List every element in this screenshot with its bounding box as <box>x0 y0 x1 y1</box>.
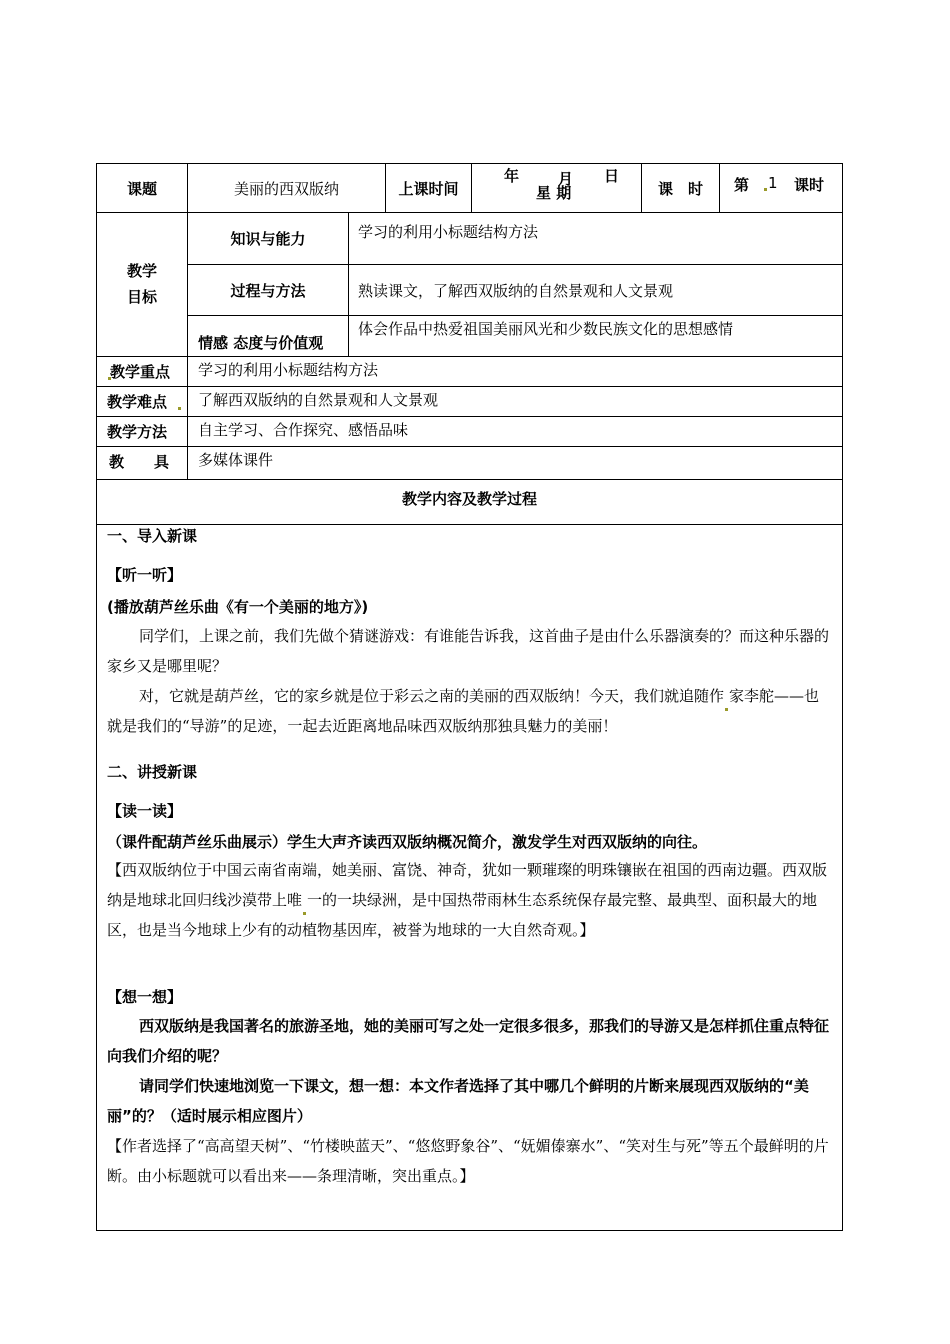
think-paragraph: 请同学们快速地浏览一下课文，想一想：本文作者选择了其中哪几个鲜明的片断来展现西双版纳的“美丽”的？（适时展示相应图片） <box>107 1077 809 1125</box>
info-text: 多媒体课件 <box>198 451 274 469</box>
objectives-label-line2: 目标 <box>126 288 157 306</box>
mark-dot <box>725 708 728 711</box>
read-heading: 【读一读】 <box>107 802 183 820</box>
date-cell <box>472 164 642 212</box>
think-paragraph: 西双版纳是我国著名的旅游圣地，她的美丽可写之处一定很多很多，那我们的导游又是怎样抓住重点特征向我们介绍的呢？ <box>107 1017 830 1065</box>
paragraph: 同学们，上课之前，我们先做个猜谜游戏：有谁能告诉我，这首曲子是由什么乐器演奏的？而这种乐器的家乡又是哪里呢？ <box>107 627 830 675</box>
topic-label: 课题 <box>97 164 188 212</box>
info-row-methods <box>97 417 842 447</box>
paragraph: 对，它就是葫芦丝，它的家乡就是位于彩云之南的美丽的西双版纳！今天，我们就追随作 家李舵——也就是我们的“导游”的足迹，一起去近距离地品味西双版纳那独具魅力的美丽！ <box>107 687 820 735</box>
lesson-plan-table <box>96 163 843 1231</box>
objective-row <box>188 316 842 356</box>
objective-text: 熟读课文，了解西双版纳的自然景观和人文景观 <box>358 282 674 300</box>
section-heading: 一、导入新课 <box>107 527 198 545</box>
period-value <box>720 164 842 212</box>
date-year: 年 <box>504 167 520 185</box>
info-text: 自主学习、合作探究、感悟品味 <box>198 421 409 439</box>
objective-row <box>188 265 842 316</box>
info-row-difficulties <box>97 387 842 417</box>
objective-text: 学习的利用小标题结构方法 <box>358 223 539 241</box>
period-suffix: 课时 <box>794 176 825 194</box>
process-title: 教学内容及教学过程 <box>401 490 537 508</box>
header-row <box>97 164 842 213</box>
date-month: 月 <box>558 170 574 188</box>
info-row-tools <box>97 447 842 480</box>
period-label: 课 时 <box>642 164 720 212</box>
think-heading: 【想一想】 <box>107 988 183 1006</box>
time-label: 上课时间 <box>386 164 472 212</box>
mark-dot <box>764 188 767 191</box>
info-label: 教学难点 <box>97 387 188 416</box>
listen-heading: 【听一听】 <box>107 566 183 584</box>
objective-label: 过程与方法 <box>188 265 349 315</box>
objectives-label-line1: 教学 <box>126 262 157 280</box>
mark-dot <box>303 912 306 915</box>
objective-text: 体会作品中热爱祖国美丽风光和少数民族文化的思想感情 <box>358 320 734 338</box>
topic-value: 美丽的西双版纳 <box>188 164 386 212</box>
process-content <box>97 525 842 1230</box>
period-prefix: 第 <box>734 176 750 194</box>
objectives-label <box>97 213 188 356</box>
objective-label: 情感 态度与价值观 <box>188 316 349 356</box>
objectives-block <box>97 213 842 357</box>
section-heading: 二、讲授新课 <box>107 763 198 781</box>
process-title-row <box>97 480 842 525</box>
info-text: 学习的利用小标题结构方法 <box>198 361 379 379</box>
info-label: 教 具 <box>97 447 188 479</box>
date-week: 星 期 <box>536 184 572 202</box>
objective-label: 知识与能力 <box>188 213 349 264</box>
info-text: 了解西双版纳的自然景观和人文景观 <box>198 391 439 409</box>
mark-dot <box>178 407 181 410</box>
listen-note: (播放葫芦丝乐曲《有一个美丽的地方》) <box>107 598 369 616</box>
info-row-key-points <box>97 357 842 387</box>
period-number: 1 <box>768 174 778 192</box>
answer-paragraph: 【作者选择了“高高望天树”、“竹楼映蓝天”、“悠悠野象谷”、“妩媚傣寨水”、“笑对生与死”等五个最鲜明的片断。由小标题就可以看出来——条理清晰，突出重点。】 <box>107 1137 829 1185</box>
info-label: 教学重点 <box>97 357 188 386</box>
read-note: （课件配葫芦丝乐曲展示）学生大声齐读西双版纳概况简介，激发学生对西双版纳的向往。 <box>107 833 708 851</box>
intro-paragraph: 【西双版纳位于中国云南省南端，她美丽、富饶、神奇，犹如一颗璀璨的明珠镶嵌在祖国的西南边疆。西双版纳是地球北回归线沙漠带上唯 一的一块绿洲，是中国热带雨林生态系统保存最完整、最典型、面积最大的地区，也是当今地球上少有的动植物基因库，被誉为地球的一大自然奇观。】 <box>107 861 828 939</box>
date-day: 日 <box>604 167 620 185</box>
objective-row <box>188 213 842 265</box>
info-label: 教学方法 <box>97 417 188 446</box>
